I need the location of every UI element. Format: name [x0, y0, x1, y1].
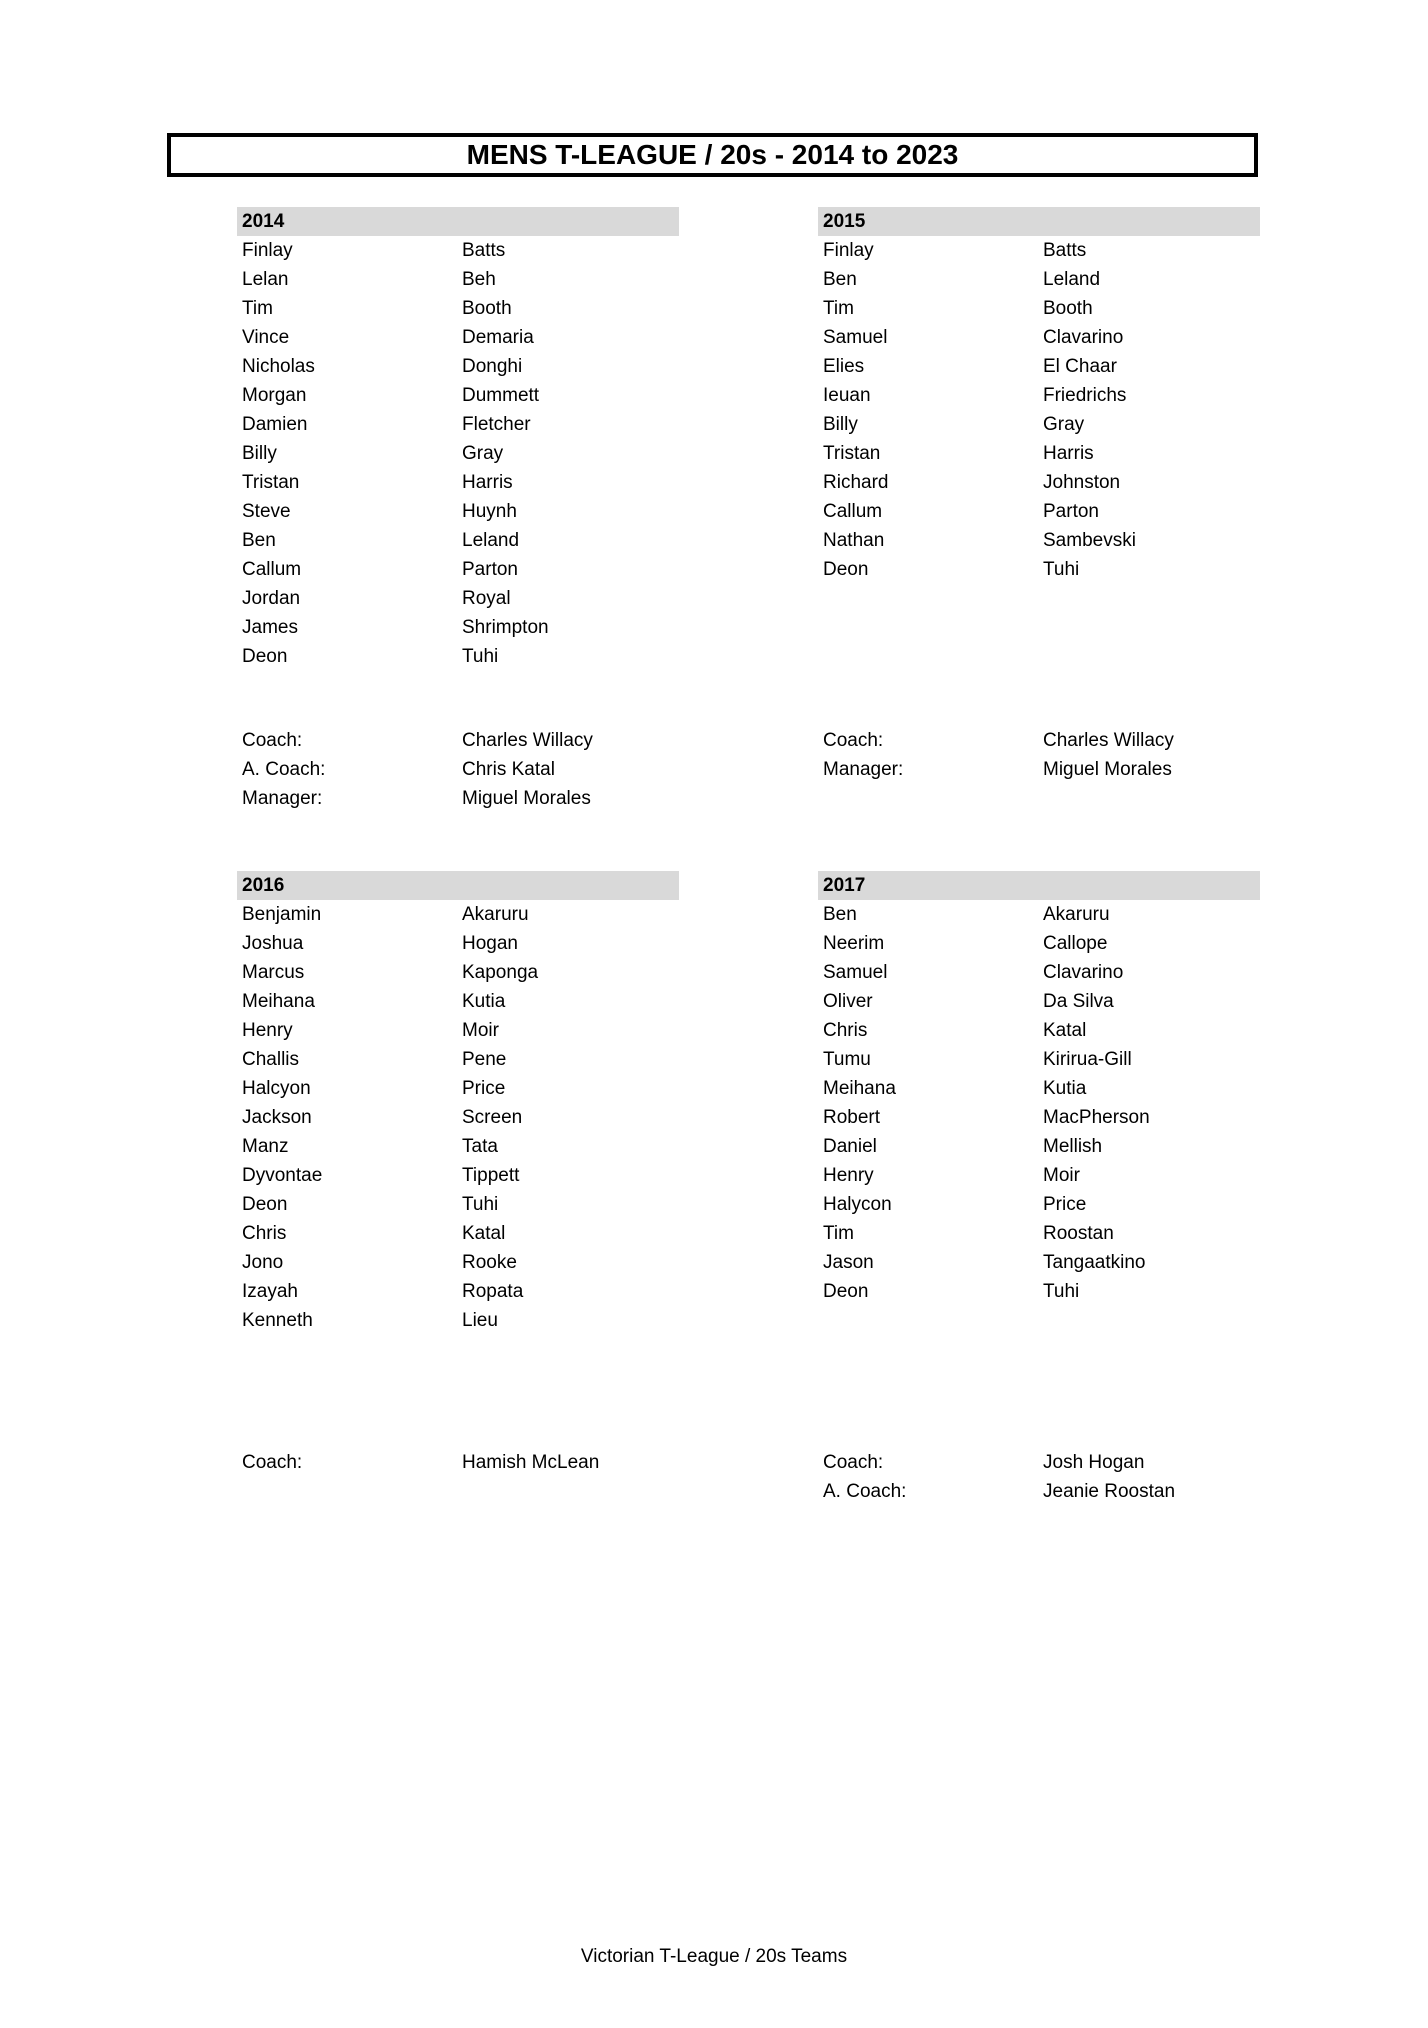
staff-role: Coach: — [242, 730, 303, 751]
player-row — [818, 352, 1260, 381]
staff-role: A. Coach: — [823, 1481, 907, 1502]
player-first-name: Elies — [823, 356, 865, 377]
player-first-name: Tristan — [823, 443, 881, 464]
player-last-name: Akaruru — [1043, 904, 1110, 925]
player-first-name: Deon — [242, 646, 288, 667]
player-last-name: Fletcher — [462, 414, 531, 435]
player-row — [818, 987, 1260, 1016]
player-last-name: Booth — [462, 298, 512, 319]
staff-name: Josh Hogan — [1043, 1452, 1145, 1473]
player-first-name: Ben — [823, 904, 857, 925]
player-last-name: Pene — [462, 1049, 507, 1070]
player-first-name: Richard — [823, 472, 889, 493]
player-row — [237, 987, 679, 1016]
player-last-name: Tata — [462, 1136, 498, 1157]
player-last-name: Tippett — [462, 1165, 520, 1186]
player-row — [818, 294, 1260, 323]
player-row — [237, 613, 679, 642]
player-row — [818, 381, 1260, 410]
player-row — [237, 1277, 679, 1306]
player-row — [818, 1248, 1260, 1277]
player-row — [237, 1103, 679, 1132]
player-first-name: Meihana — [242, 991, 315, 1012]
staff-row — [237, 726, 679, 755]
player-last-name: Donghi — [462, 356, 523, 377]
player-last-name: Batts — [1043, 240, 1087, 261]
player-row — [818, 1132, 1260, 1161]
player-first-name: Izayah — [242, 1281, 298, 1302]
player-row — [237, 265, 679, 294]
player-first-name: Vince — [242, 327, 290, 348]
player-last-name: Callope — [1043, 933, 1108, 954]
player-row — [818, 1016, 1260, 1045]
player-row — [818, 958, 1260, 987]
player-first-name: Samuel — [823, 327, 888, 348]
player-last-name: Katal — [1043, 1020, 1087, 1041]
staff-role: Manager: — [242, 788, 323, 809]
player-first-name: Halcyon — [242, 1078, 311, 1099]
staff-name: Chris Katal — [462, 759, 555, 780]
player-row — [818, 1190, 1260, 1219]
player-row — [818, 410, 1260, 439]
player-last-name: Beh — [462, 269, 496, 290]
staff-role: A. Coach: — [242, 759, 326, 780]
player-last-name: Da Silva — [1043, 991, 1114, 1012]
player-row — [237, 1248, 679, 1277]
player-first-name: Halycon — [823, 1194, 892, 1215]
player-row — [237, 410, 679, 439]
player-row — [237, 958, 679, 987]
player-first-name: Morgan — [242, 385, 307, 406]
player-last-name: Gray — [462, 443, 504, 464]
player-row — [818, 1103, 1260, 1132]
player-first-name: Lelan — [242, 269, 289, 290]
player-last-name: Moir — [1043, 1165, 1080, 1186]
player-last-name: Royal — [462, 588, 511, 609]
player-row — [237, 468, 679, 497]
page-title: MENS T-LEAGUE / 20s - 2014 to 2023 — [167, 133, 1258, 177]
player-first-name: Oliver — [823, 991, 873, 1012]
player-row — [818, 526, 1260, 555]
staff-name: Charles Willacy — [462, 730, 593, 751]
player-row — [237, 1074, 679, 1103]
player-first-name: Steve — [242, 501, 291, 522]
player-row — [818, 555, 1260, 584]
player-first-name: Kenneth — [242, 1310, 313, 1331]
player-row — [237, 900, 679, 929]
player-row — [818, 265, 1260, 294]
player-first-name: Finlay — [242, 240, 293, 261]
player-last-name: Parton — [1043, 501, 1099, 522]
player-first-name: Tim — [823, 1223, 854, 1244]
staff-row — [818, 726, 1260, 755]
player-last-name: Kirirua-Gill — [1043, 1049, 1132, 1070]
player-row — [818, 1277, 1260, 1306]
player-first-name: Damien — [242, 414, 308, 435]
team-2016-roster — [237, 871, 679, 1335]
player-first-name: Ieuan — [823, 385, 871, 406]
player-last-name: Kaponga — [462, 962, 539, 983]
player-last-name: Leland — [1043, 269, 1101, 290]
staff-name: Hamish McLean — [462, 1452, 600, 1473]
player-first-name: Chris — [242, 1223, 287, 1244]
player-row — [818, 323, 1260, 352]
player-first-name: Manz — [242, 1136, 289, 1157]
player-row — [237, 497, 679, 526]
player-last-name: Ropata — [462, 1281, 524, 1302]
player-last-name: Parton — [462, 559, 518, 580]
player-first-name: Nicholas — [242, 356, 315, 377]
player-last-name: Sambevski — [1043, 530, 1136, 551]
player-last-name: Akaruru — [462, 904, 529, 925]
player-last-name: Moir — [462, 1020, 499, 1041]
player-row — [818, 468, 1260, 497]
player-row — [237, 1219, 679, 1248]
player-last-name: Mellish — [1043, 1136, 1103, 1157]
player-row — [237, 236, 679, 265]
staff-name: Miguel Morales — [1043, 759, 1172, 780]
team-2015-staff — [818, 726, 1260, 784]
player-row — [818, 1161, 1260, 1190]
staff-role: Coach: — [242, 1452, 303, 1473]
team-2014-roster — [237, 207, 679, 671]
player-first-name: Callum — [242, 559, 302, 580]
player-last-name: Kutia — [462, 991, 506, 1012]
player-row — [237, 1016, 679, 1045]
player-last-name: Johnston — [1043, 472, 1121, 493]
player-row — [237, 439, 679, 468]
player-row — [237, 584, 679, 613]
player-last-name: Price — [462, 1078, 506, 1099]
player-row — [237, 1161, 679, 1190]
player-row — [237, 323, 679, 352]
staff-row — [237, 755, 679, 784]
player-first-name: Henry — [242, 1020, 293, 1041]
team-2014-staff — [237, 726, 679, 813]
player-last-name: Huynh — [462, 501, 517, 522]
player-row — [818, 497, 1260, 526]
staff-row — [818, 1477, 1260, 1506]
player-last-name: Leland — [462, 530, 520, 551]
team-2016-staff — [237, 1448, 679, 1477]
player-first-name: Deon — [823, 559, 869, 580]
player-first-name: Callum — [823, 501, 883, 522]
player-row — [237, 526, 679, 555]
player-last-name: Shrimpton — [462, 617, 549, 638]
player-row — [818, 439, 1260, 468]
staff-role: Coach: — [823, 730, 884, 751]
team-2017-staff — [818, 1448, 1260, 1506]
player-first-name: Robert — [823, 1107, 881, 1128]
player-first-name: Ben — [823, 269, 857, 290]
player-last-name: Roostan — [1043, 1223, 1114, 1244]
page-footer: Victorian T-League / 20s Teams — [580, 1946, 848, 1967]
player-first-name: Marcus — [242, 962, 305, 983]
player-row — [818, 236, 1260, 265]
player-first-name: Meihana — [823, 1078, 896, 1099]
player-last-name: Katal — [462, 1223, 506, 1244]
player-first-name: Ben — [242, 530, 276, 551]
player-first-name: Dyvontae — [242, 1165, 323, 1186]
player-last-name: Clavarino — [1043, 327, 1124, 348]
player-first-name: Neerim — [823, 933, 885, 954]
player-first-name: Deon — [823, 1281, 869, 1302]
player-first-name: Jackson — [242, 1107, 312, 1128]
player-row — [237, 555, 679, 584]
staff-row — [237, 1448, 679, 1477]
staff-name: Miguel Morales — [462, 788, 591, 809]
team-year-header: 2017 — [818, 871, 1260, 900]
team-2017-roster — [818, 871, 1260, 1306]
staff-row — [237, 784, 679, 813]
player-first-name: Tim — [242, 298, 273, 319]
player-last-name: Tuhi — [1043, 559, 1080, 580]
player-first-name: James — [242, 617, 298, 638]
player-first-name: Joshua — [242, 933, 304, 954]
player-last-name: Demaria — [462, 327, 534, 348]
player-first-name: Tumu — [823, 1049, 871, 1070]
player-first-name: Henry — [823, 1165, 874, 1186]
player-last-name: Booth — [1043, 298, 1093, 319]
player-last-name: Price — [1043, 1194, 1087, 1215]
player-row — [818, 1074, 1260, 1103]
player-row — [237, 1045, 679, 1074]
player-last-name: Clavarino — [1043, 962, 1124, 983]
team-year-header: 2016 — [237, 871, 679, 900]
staff-name: Jeanie Roostan — [1043, 1481, 1176, 1502]
player-first-name: Jason — [823, 1252, 874, 1273]
player-row — [818, 929, 1260, 958]
staff-row — [818, 1448, 1260, 1477]
player-first-name: Tim — [823, 298, 854, 319]
player-first-name: Deon — [242, 1194, 288, 1215]
player-last-name: Tuhi — [462, 646, 499, 667]
player-first-name: Daniel — [823, 1136, 877, 1157]
player-row — [818, 900, 1260, 929]
player-first-name: Jordan — [242, 588, 301, 609]
player-first-name: Benjamin — [242, 904, 322, 925]
player-last-name: Tangaatkino — [1043, 1252, 1146, 1273]
player-row — [237, 929, 679, 958]
player-row — [237, 294, 679, 323]
player-row — [237, 1132, 679, 1161]
staff-name: Charles Willacy — [1043, 730, 1174, 751]
player-last-name: Tuhi — [1043, 1281, 1080, 1302]
player-last-name: El Chaar — [1043, 356, 1117, 377]
staff-role: Manager: — [823, 759, 904, 780]
player-row — [818, 1219, 1260, 1248]
player-last-name: Lieu — [462, 1310, 498, 1331]
player-row — [237, 1306, 679, 1335]
player-row — [237, 1190, 679, 1219]
player-row — [237, 352, 679, 381]
player-last-name: Gray — [1043, 414, 1085, 435]
player-first-name: Chris — [823, 1020, 868, 1041]
player-last-name: MacPherson — [1043, 1107, 1150, 1128]
player-first-name: Billy — [823, 414, 858, 435]
player-first-name: Samuel — [823, 962, 888, 983]
player-first-name: Nathan — [823, 530, 885, 551]
player-last-name: Harris — [462, 472, 513, 493]
player-first-name: Challis — [242, 1049, 300, 1070]
staff-role: Coach: — [823, 1452, 884, 1473]
player-last-name: Friedrichs — [1043, 385, 1127, 406]
player-first-name: Finlay — [823, 240, 874, 261]
staff-row — [818, 755, 1260, 784]
player-last-name: Rooke — [462, 1252, 517, 1273]
player-last-name: Tuhi — [462, 1194, 499, 1215]
player-first-name: Billy — [242, 443, 277, 464]
player-first-name: Tristan — [242, 472, 300, 493]
team-2015-roster — [818, 207, 1260, 584]
player-row — [237, 381, 679, 410]
player-last-name: Dummett — [462, 385, 540, 406]
player-last-name: Kutia — [1043, 1078, 1087, 1099]
player-last-name: Screen — [462, 1107, 523, 1128]
team-year-header: 2015 — [818, 207, 1260, 236]
player-last-name: Batts — [462, 240, 506, 261]
player-last-name: Harris — [1043, 443, 1094, 464]
player-first-name: Jono — [242, 1252, 284, 1273]
player-row — [237, 642, 679, 671]
player-last-name: Hogan — [462, 933, 518, 954]
team-year-header: 2014 — [237, 207, 679, 236]
player-row — [818, 1045, 1260, 1074]
